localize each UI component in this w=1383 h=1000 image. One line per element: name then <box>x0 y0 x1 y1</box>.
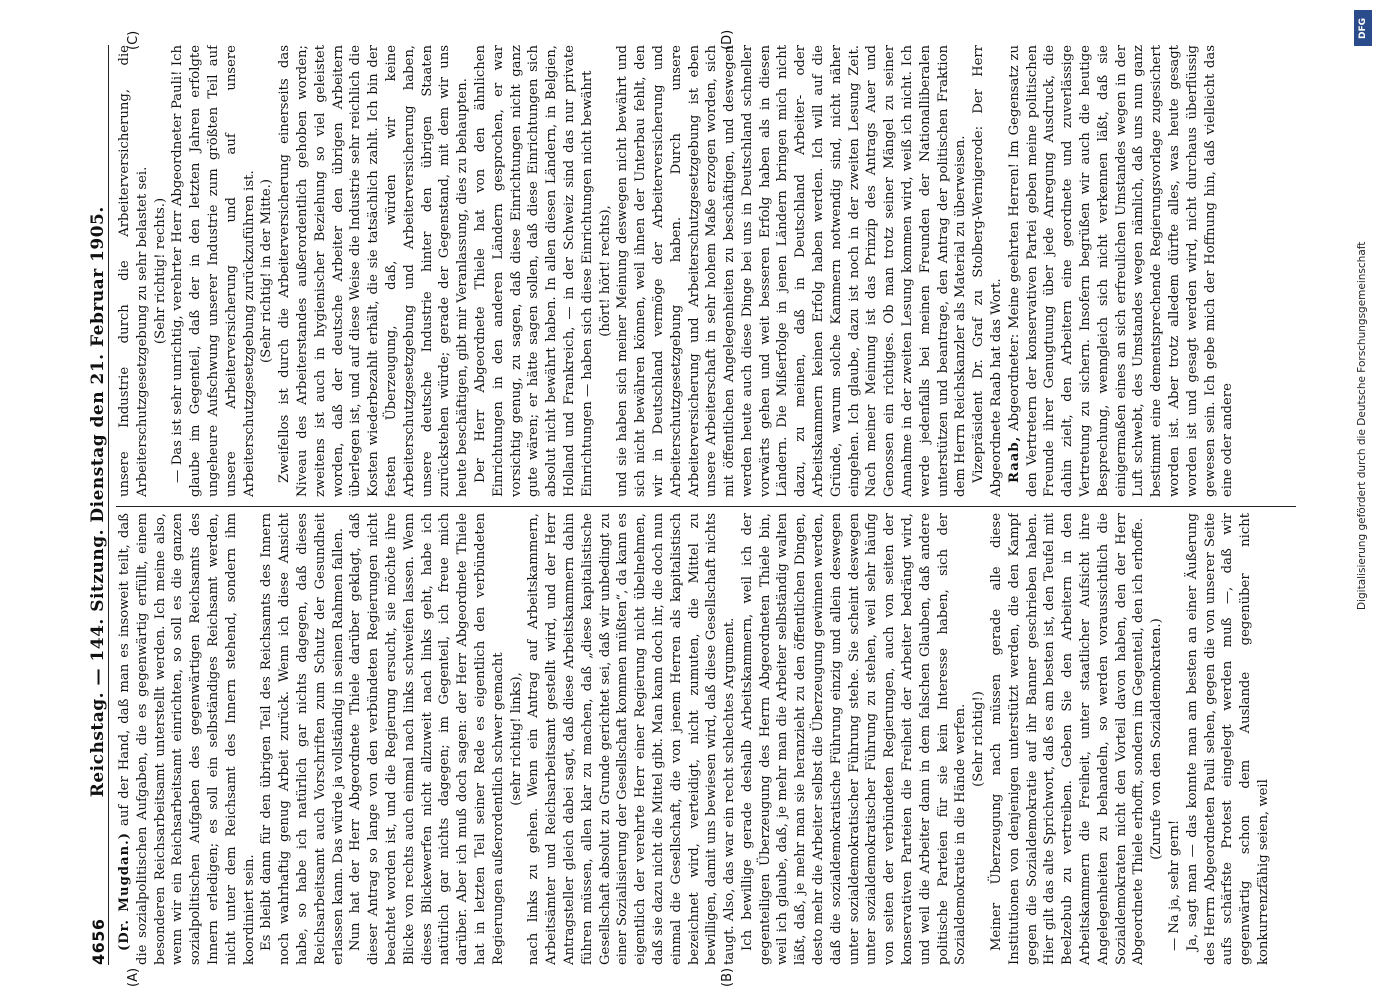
paragraph-text: Nun hat der Herr Abgeordnete Thiele darüber geklagt, daß dieser Antrag so lange von den verbündeten Regierungen nicht beachtet worden ist, und die Regierung ersucht, sie möchte ihre Blicke von rechts auch einmal nach links schweifen lassen. Wenn dieses Blickewerfen nicht allzuweit nach links geht, habe ich natürlich gar nichts dagegen; im Gegenteil, ich freue mich darüber. Aber ich muß doch sagen: der Herr Abgeordnete Thiele hat in letzten Teil seiner Rede es eigentlich den verbündeten Regierungen außerordentlich schwer gemacht <box>348 513 506 965</box>
right-column <box>116 45 1296 497</box>
paragraph-text: Zweifellos ist durch die Arbeiterversicherung einerseits das Niveau des Arbeiterstandes außerordentlich gehoben worden; zweitens ist auch in hygienischer Beziehung so viel geleistet worden, daß der deutsche Arbeiter den übrigen Arbeitern überlegen ist, und auf diese Weise die Industrie sehr reichlich die Kosten wiederbezahlt erhält, die sie tatsächlich zahlt. Ich bin der festen Überzeugung, daß, würden wir keine Arbeiterschutzgesetzgebung und Arbeiterversicherung haben, unsere deutsche Industrie hinter den übrigen Staaten zurückstehen würde; gerade der Gegenstand, mit dem wir uns heute beschäftigen, gibt mir Veranlassung, dies zu behaupten. <box>277 45 471 497</box>
speaker-name: (Dr. Mugdan.) <box>117 832 132 951</box>
dfg-logo: DFG <box>1354 10 1372 46</box>
margin-marker-b: (B) <box>720 967 735 987</box>
paragraph-text: Vizepräsident Dr. Graf zu Stolberg-Wernigerode: Der Herr Abgeordnete Raab hat das Wort. <box>971 45 1005 497</box>
paragraph-text: Ich bewillige gerade deshalb Arbeitskammern, weil ich der gegenteiligen Überzeugung des Herrn Abgeordneten Thiele bin, weil ich glaube, daß, je mehr man die Arbeiter selbständig walten läßt, daß, je mehr man sie heranzieht zu den öffentlichen Dingen, desto mehr die Arbeiter selbst die Überzeugung gewinnen werden, daß die sozialdemokratische Führung einzig und allein deswegen unter sozialdemokratischer Führung stehe. Sie scheint deswegen unter sozialdemokratischer Führung zu stehen, weil sehr häufig von seiten der verbündeten Regierungen, auch von seiten der konservativen Parteien die Freiheit der Arbeiter bedrängt wird, und weil die Arbeiter dann in dem falschen Glauben, daß andere politische Parteien für sie kein Interesse haben, sich der Sozialdemokratie in die Hände werfen. <box>739 513 969 965</box>
paragraph <box>1184 513 1273 965</box>
paragraph <box>525 513 739 965</box>
paragraph <box>1166 513 1184 965</box>
paragraph <box>739 513 970 965</box>
digitization-credit: Digitalisierung gefördert durch die Deutsche Forschungsgemeinschaft <box>1356 241 1368 610</box>
document-page <box>30 25 1320 985</box>
paragraph-text: und sie haben sich meiner Meinung deswegen nicht bewährt und sich nicht bewähren können, weil ihnen der Unterbau fehlt, den wir in Deutschland vermöge der Arbeiterversicherung und Arbeiterschutzgesetzgebung haben. Durch unsere Arbeiterversicherung und Arbeiterschutzgesetzgebung ist eben unsere Arbeiterschaft in sehr hohem Maße erzogen worden, sich mit öffentlichen Angelegenheiten zu beschäftigen, und deswegen werden heute auch diese Dinge bei uns in Deutschland schneller vorwärts gehen und weit besseren Erfolg haben als in diesen Ländern. Die Mißerfolge in jenen Ländern bringen mich nicht dazu, zu meinen, daß in Deutschland Arbeiter- oder Arbeitskammern keinen Erfolg haben werden. Ich will auf die Gründe, warum solche Kammern notwendig sind, nicht näher eingehen. Ich glaube, dazu ist noch in der zweiten Lesung Zeit. Nach meiner Meinung ist das Prinzip des Antrags Auer und Genossen ein richtiges. Ob man trotz seiner Mängel zu seiner Annahme in der zweiten Lesung kommen wird, weiß ich nicht. Ich werde jedenfalls bei meinen Freunden der Nationalliberalen unterstützen und beantrage, den Antrag der politischen Fraktion dem Herrn Reichskanzler als Material zu überweisen. <box>615 45 969 497</box>
paragraph-text: unsere Industrie durch die Arbeiterversicherung, die Arbeiterschutzgesetzgebung zu sehr belastet sei. <box>117 45 150 497</box>
paragraph-text: Meiner Überzeugung nach müssen gerade alle diese Institutionen von denjenigen unterstützt werden, die den Kampf gegen die Sozialdemokratie auf ihr Banner geschrieben haben. Hier gilt das alte Sprichwort, daß es am besten ist, den Teufel mit Beelzebub zu vertreiben. Geben Sie den Arbeitern in den Arbeitskammern die Freiheit, unter staatlicher Aufsicht ihre Angelegenheiten zu behandeln, so werden voraussichtlich die Sozialdemokraten nicht den Vorteil davon haben, den der Herr Abgeordnete Thiele erhofft, sondern im Gegenteil, den ich erhoffe. <box>989 513 1147 965</box>
paragraph <box>258 513 347 965</box>
interjection: (Sehr richtig! rechts.) <box>152 197 168 345</box>
paragraph <box>988 513 1148 965</box>
paragraph-text: Es bleibt dann für den übrigen Teil des Reichsamts des Innern noch wahrhaftig genug Arbeit zurück. Wenn ich diese Ansicht habe, so habe ich natürlich gar nichts dagegen, daß dieses Reichsarbeitsamt auch Vorschriften zum Schutz der Gesundheit erlassen kann. Das würde ja vollständig in seinen Rahmen fallen. <box>259 513 346 965</box>
paragraph <box>116 45 152 497</box>
page-title: Reichstag. — 144. Sitzung. Dienstag den 21. Februar 1905. <box>88 206 108 798</box>
digitization-sidebar <box>1352 10 1374 990</box>
paragraph <box>1148 513 1166 965</box>
interjection: (hört! hört! rechts), <box>597 205 613 337</box>
paragraph-text: Der Herr Abgeordnete Thiele hat von den ähnlichen Einrichtungen in den anderen Ländern gesprochen, er war vorsichtig genug, zu sagen, daß diese Einrichtungen nicht ganz gute wären; er hätte sagen sollen, daß diese Einrichtungen sich absolut nicht bewährt haben. In allen diesen Ländern, in Belgien, Holland und Frankreich, — in der Schweiz sind das nur private Einrichtungen — haben sich diese Einrichtungen nicht bewährt <box>472 45 595 497</box>
paragraph <box>508 513 526 965</box>
paragraph <box>1006 45 1237 497</box>
paragraph-text: — Na ja, sehr gern! <box>1167 819 1183 951</box>
interjection: (Sehr richtig!) <box>971 691 987 787</box>
interjection: (Zurufe von den Sozialdemokraten.) <box>1149 618 1165 860</box>
paragraph-text: Abgeordneter: Meine geehrten Herren! Im Gegensatz zu den Vertretern der konservativen Partei geben meine politischen Freunde ihrer Genugtuung über jede Anregung Ausdruck, die dahin zielt, den Arbeitern eine geordnete und zuverlässige Vertretung zu sichern. Insofern begrüßen wir auch die heutige Besprechung, wenngleich sich nicht verkennen läßt, daß sie einigermaßen eines an sich erfreulichen Umstandes wegen in der Luft schwebt, des Umstandes wegen nämlich, daß uns nun ganz bestimmt eine dementsprechende Regierungsvorlage zugesichert worden ist. Aber trotz alledem dürfte alles, was heute gesagt worden ist und gesagt werden wird, nicht durchaus überflüssig gewesen sein. Ich gebe mich der Hoffnung hin, daß vielleicht das eine oder andere <box>1006 45 1236 497</box>
paragraph <box>970 45 1006 497</box>
margin-marker-d: (D) <box>720 29 735 50</box>
column-divider <box>116 506 1296 507</box>
left-column <box>116 513 1296 965</box>
paragraph-text: nach links zu gehen. Wenn ein Antrag auf Arbeitskammern, Arbeitsämter und Reichsarbeitsamt gestellt wird, und der Herr Antragsteller gleich dabei sagt, daß diese Arbeitskammern dahin führen müssen, allen klar zu machen, daß „diese kapitalistische Gesellschaft absolut zu Grunde gerichtet sei, daß wir unbedingt zu einer Sozialisierung der Gesellschaft kommen müßten“, da kann es eigentlich der verehrte Herr einer Regierung nicht übelnehmen, daß sie dazu nicht die Mittel gibt. Man kann doch ihr, die doch nun einmal die Gesellschaft, die von jenem Herren als kapitalistisch bezeichnet wird, verteidigt, nicht zumuten, die Mittel zu bewilligen, damit uns bewiesen wird, daß diese Gesellschaft nichts taugt. Also, das war ein recht schlechtes Argument. <box>526 513 738 965</box>
paragraph <box>347 513 507 965</box>
paragraph <box>276 45 472 497</box>
paragraph-text: — Das ist sehr unrichtig, verehrter Herr Abgeordneter Pauli! Ich glaube im Gegenteil, daß der in den letzten Jahren erfolgte ungeheure Aufschwung unserer Industrie zum größten Teil auf unsere Arbeiterversicherung und auf unsere Arbeiterschutzgesetzgebung zurückzuführen ist. <box>170 45 257 497</box>
interjection: (sehr richtig! links), <box>508 672 524 806</box>
paragraph <box>169 45 258 497</box>
paragraph <box>597 45 615 497</box>
interjection: (Sehr richtig! in der Mitte.) <box>259 179 275 363</box>
paragraph-text: auf der Hand, daß man es insoweit teilt, daß die sozialpolitischen Aufgaben, die es gegenwärtig erfüllt, einem besonderen Reichsarbeitsamt unterstellt werden. Ich meine also, wenn wir ein Reichsarbeitsamt einrichten, so soll es die ganzen sozialpolitischen Aufgaben des gegenwärtigen Reichsamts des Innern erledigen; es soll ein selbständiges Reichsamt werden, nicht unter dem Reichsamt des Innern stehend, sondern ihm koordiniert sein. <box>117 513 257 965</box>
paragraph <box>472 45 597 497</box>
paragraph <box>116 513 258 965</box>
page-header <box>78 45 109 965</box>
margin-marker-c: (C) <box>126 30 141 50</box>
paragraph <box>258 45 276 497</box>
page-number: 4656 <box>89 918 108 965</box>
paragraph <box>970 513 988 965</box>
paragraph <box>614 45 970 497</box>
speaker-name: Raab, <box>1006 435 1022 483</box>
paragraph-text: Ja, sagt man — das konnte man am besten an einer Äußerung des Herrn Abgeordneten Pauli sehen, gegen die von unserer Seite aufs schärfste Protest eingelegt werden muß —, daß wir gegenwärtig schon dem Auslande gegenüber nicht konkurrenzfähig seien, weil <box>1184 513 1271 965</box>
paragraph <box>152 45 170 497</box>
margin-marker-a: (A) <box>126 967 141 987</box>
